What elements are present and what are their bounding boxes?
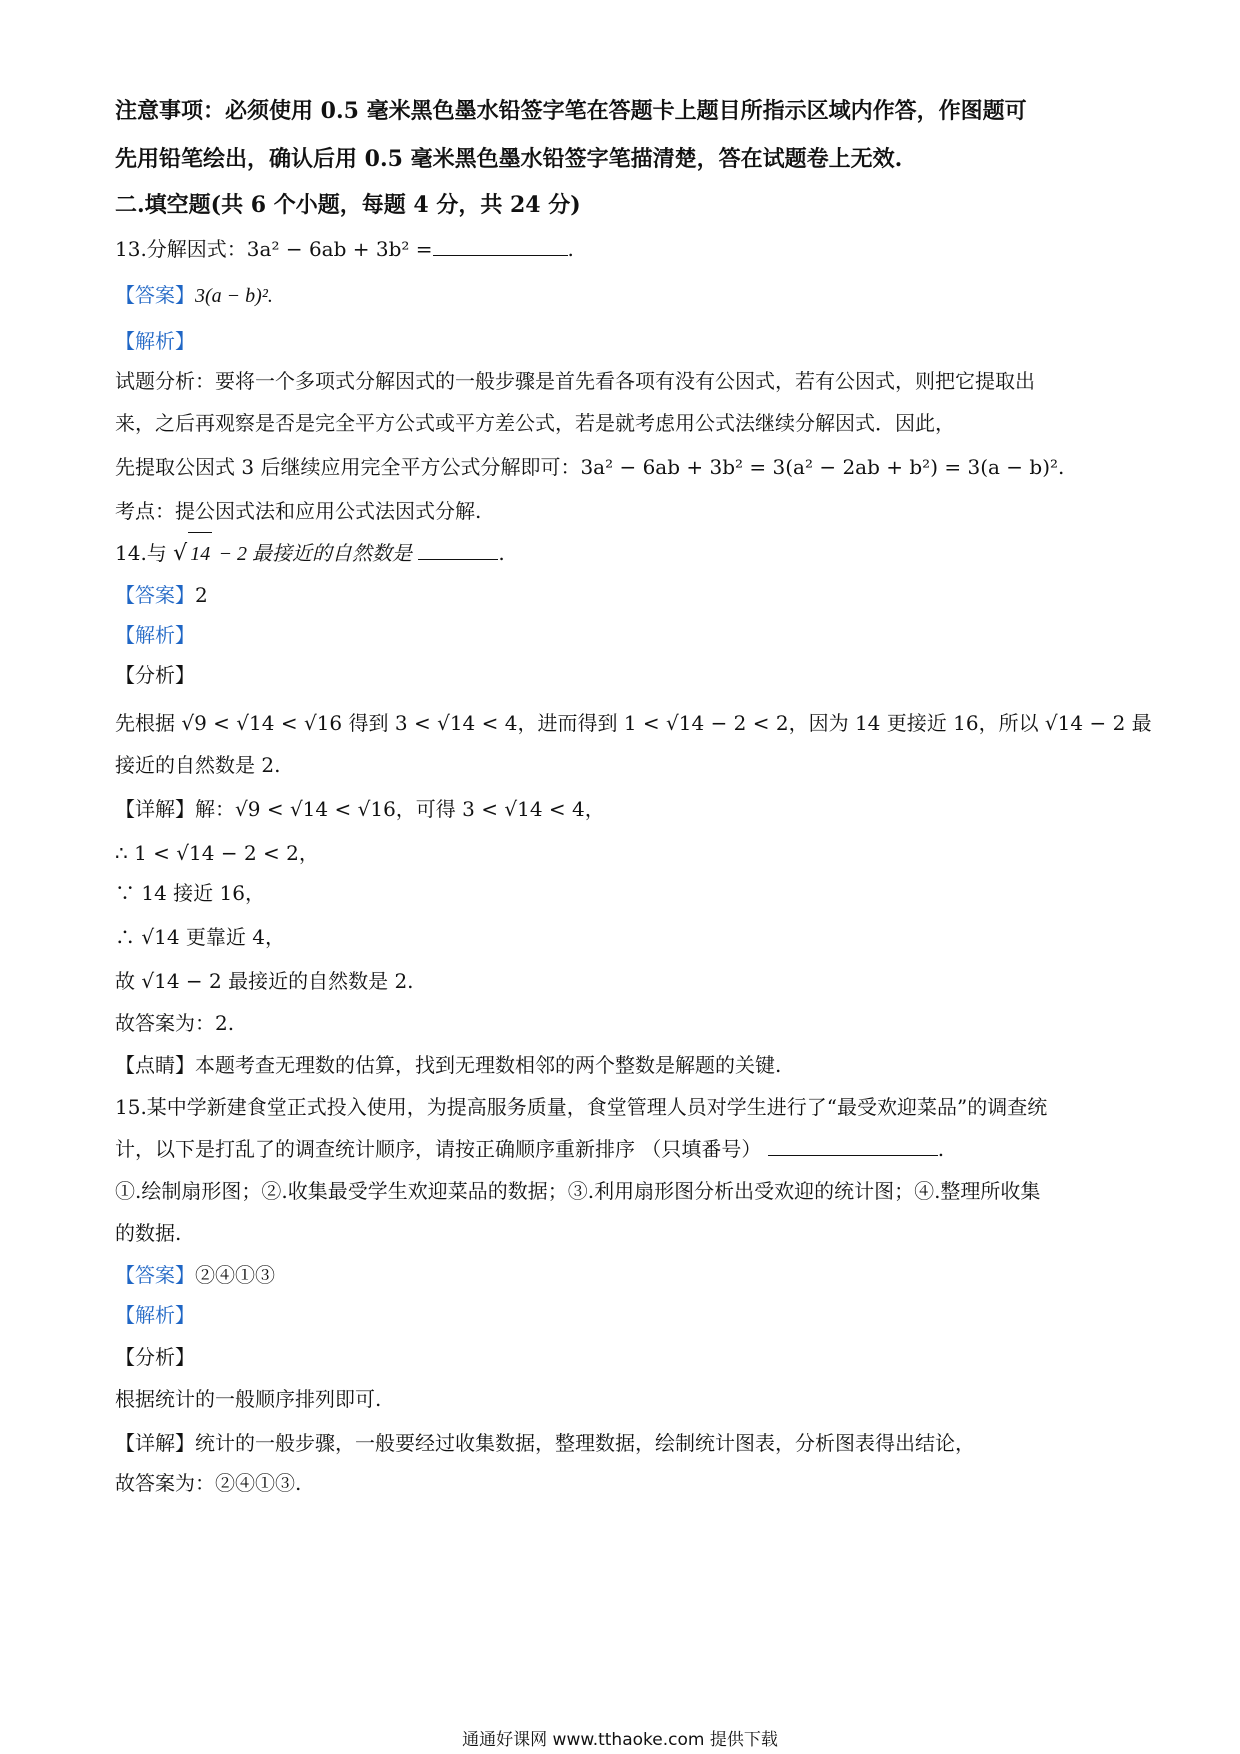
q14-fenxi-tag: 【分析】 — [115, 663, 195, 687]
q13-answer-value: 3(a − b)². — [195, 285, 273, 307]
detail-tag: 【详解】 — [115, 1431, 195, 1455]
q14-answer-value: 2 — [195, 583, 208, 607]
q15-answer-value: ②④①③ — [195, 1263, 275, 1287]
q14-step-2: ∵ 14 接近 16， — [115, 881, 265, 905]
q15-answer — [115, 1254, 1135, 1296]
q14-answer-blank — [418, 537, 498, 560]
q13-stem-text: 13.分解因式：3a² − 6ab + 3b² = — [115, 237, 433, 261]
q15-answer-blank — [768, 1133, 938, 1156]
q14-radicand: 14 — [188, 532, 212, 575]
q14-stem-end: . — [498, 541, 505, 565]
q14-stem — [115, 532, 1135, 574]
analysis-tag: 【解析】 — [115, 329, 195, 353]
q14-xiangjie — [115, 788, 1135, 830]
q14-analysis-tag — [115, 614, 1135, 656]
footer-source: 通通好课网 www.tthaoke.com 提供下载 — [462, 1730, 778, 1750]
q14-stem-mid: − 2 最接近的自然数是 — [218, 543, 413, 565]
answer-tag: 【答案】 — [115, 583, 195, 607]
notice-line-1: 注意事项：必须使用 0.5 毫米黑色墨水铅签字笔在答题卡上题目所指示区域内作答，作图题可 — [115, 98, 1027, 124]
q13-analysis-tag — [115, 320, 1135, 362]
q13-text-1: 试题分析：要将一个多项式分解因式的一般步骤是首先看各项有没有公因式，若有公因式，则把它提取出 — [115, 369, 1035, 393]
q15-xiangjie — [115, 1422, 1135, 1464]
highlight-tag: 【点睛】 — [115, 1053, 195, 1077]
q15-options-2: 的数据. — [115, 1221, 182, 1245]
q13-stem: 13.分解因式：3a² − 6ab + 3b² = . — [115, 228, 1135, 270]
q14-fenxi-1: 先根据 √9 < √14 < √16 得到 3 < √14 < 4，进而得到 1 < √14 − 2 < 2，因为 14 更接近 16，所以 √14 − 2 最 — [115, 711, 1152, 735]
q15-analysis-tag — [115, 1294, 1135, 1336]
q14-answer — [115, 574, 1135, 616]
q14-final: 故答案为：2. — [115, 1011, 235, 1035]
q13-text-2: 来，之后再观察是否是完全平方公式或平方差公式，若是就考虑用公式法继续分解因式．因此， — [115, 411, 955, 435]
answer-tag: 【答案】 — [115, 283, 195, 307]
q15-xiangjie-text: 统计的一般步骤，一般要经过收集数据，整理数据，绘制统计图表，分析图表得出结论， — [195, 1431, 975, 1455]
detail-tag: 【详解】 — [115, 797, 195, 821]
q15-final: 故答案为：②④①③. — [115, 1471, 302, 1495]
q13-answer — [115, 274, 1135, 316]
q15-stem-end: . — [937, 1137, 945, 1161]
q14-step-1: ∴ 1 < √14 − 2 < 2， — [115, 841, 319, 865]
q14-dianjing-text: 本题考查无理数的估算，找到无理数相邻的两个整数是解题的关键. — [195, 1053, 782, 1077]
q13-text-3: 先提取公因式 3 后继续应用完全平方公式分解即可：3a² − 6ab + 3b² = 3(a² − 2ab + b²) = 3(a − b)². — [115, 455, 1065, 479]
q15-fenxi: 根据统计的一般顺序排列即可. — [115, 1387, 382, 1411]
answer-tag: 【答案】 — [115, 1263, 195, 1287]
q13-kaodian: 考点：提公因式法和应用公式法因式分解. — [115, 499, 482, 523]
q14-fenxi-2: 接近的自然数是 2. — [115, 753, 281, 777]
q15-options-1: ①.绘制扇形图；②.收集最受学生欢迎菜品的数据；③.利用扇形图分析出受欢迎的统计图；④.整理所收集 — [115, 1179, 1041, 1203]
q15-stem-2 — [115, 1128, 1135, 1170]
document-page — [115, 90, 1152, 1495]
q14-step-3: ∴ √14 更靠近 4， — [115, 925, 285, 949]
q14-xiangjie-text: 解：√9 < √14 < √16，可得 3 < √14 < 4， — [195, 797, 605, 821]
q14-step-4: 故 √14 − 2 最接近的自然数是 2. — [115, 969, 414, 993]
q14-stem-prefix: 14.与 — [115, 541, 167, 565]
notice-line-2: 先用铅笔绘出，确认后用 0.5 毫米黑色墨水铅签字笔描清楚，答在试题卷上无效. — [115, 146, 903, 172]
q15-stem-1: 15.某中学新建食堂正式投入使用，为提高服务质量，食堂管理人员对学生进行了“最受欢迎菜品”的调查统 — [115, 1095, 1048, 1119]
section-title: 二.填空题(共 6 个小题，每题 4 分，共 24 分) — [115, 192, 581, 218]
analysis-tag: 【解析】 — [115, 1303, 195, 1327]
analysis-tag: 【解析】 — [115, 623, 195, 647]
q15-fenxi-tag: 【分析】 — [115, 1345, 195, 1369]
q15-stem-2-text: 计，以下是打乱了的调查统计顺序，请按正确顺序重新排序 （只填番号） — [115, 1137, 762, 1161]
sqrt-icon: √ — [173, 541, 188, 566]
q14-dianjing — [115, 1044, 1135, 1086]
q13-answer-blank — [433, 233, 568, 256]
